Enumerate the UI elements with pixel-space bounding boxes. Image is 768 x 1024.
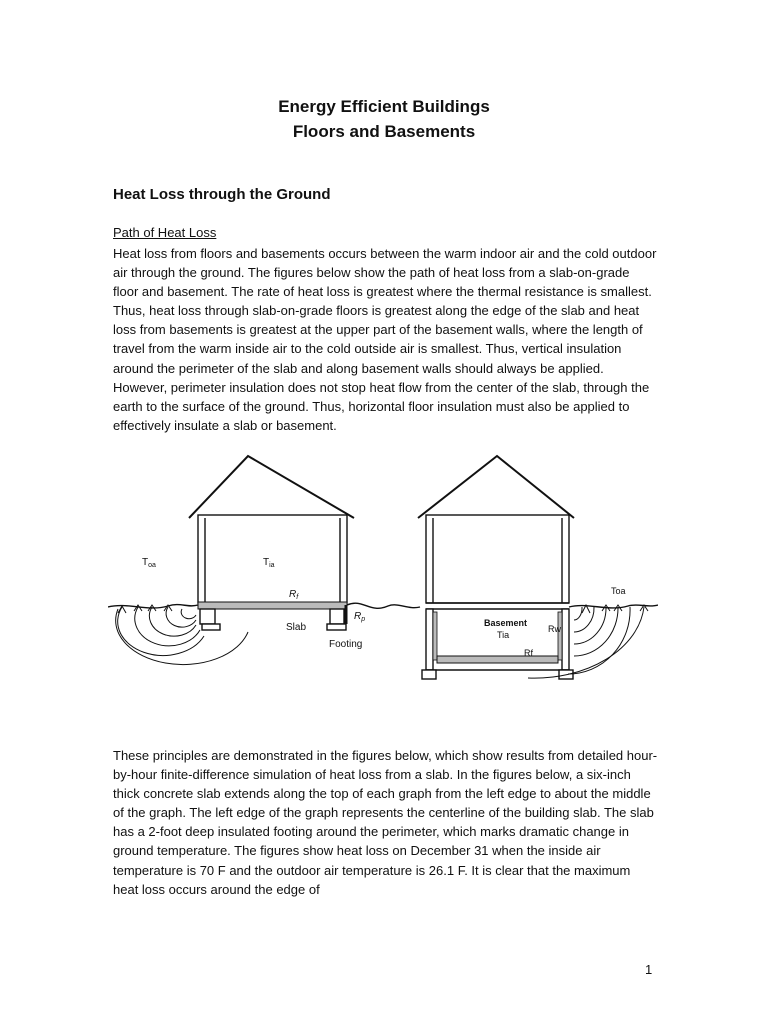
section-heading: Heat Loss through the Ground (113, 186, 331, 203)
basement-house-diagram (418, 456, 658, 679)
paragraph-2: These principles are demonstrated in the figures below, which show results from detailed hour-by-hour finite-difference simulation of heat loss from a slab. In the figures below, a six-inch thick concrete slab extends along the top of each graph from the left edge to about the middle of the graph. The left edge of the graph represents the centerline of the building slab. The slab has a 2-foot deep insulated footing around the perimeter, which marks dramatic change in ground temperature. The figures show heat loss on December 31 when the inside air temperature is 70 F and the outdoor air temperature is 26.1 F. It is clear that the maximum heat loss occurs around the edge of (113, 748, 658, 897)
basement-outdoor-temp-label: Toa (611, 586, 626, 596)
subheading: Path of Heat Loss (113, 225, 217, 240)
title-line-2: Floors and Basements (292, 122, 476, 141)
footing-label: Footing (329, 639, 363, 650)
basement-floor-resistance-label: Rf (524, 648, 533, 658)
slab-perimeter-resistance-label: $R_p$ (354, 611, 366, 623)
document-title (0, 94, 768, 144)
page-number: 1 (645, 962, 653, 977)
slab-label: Slab (286, 622, 307, 633)
slab-floor-resistance-label: $R_f$ (289, 589, 299, 601)
heat-loss-figure (108, 452, 658, 712)
paragraph-1: Heat loss from floors and basements occurs between the warm indoor air and the cold outdoor air through the ground. The figures below show the path of heat loss from a slab-on-grade floor and basement. The rate of heat loss is greatest where the thermal resistance is smallest. Thus, heat loss through slab-on-grade floors is greatest along the edge of the slab and heat loss from basements is greatest at the upper part of the basement walls, where the length of travel from the warm inside air to the cold outside air is smallest. Thus, vertical insulation around the perimeter of the slab and along basement walls should always be applied. However, perimeter insulation does not stop heat flow from the center of the slab, through the earth to the surface of the ground. Thus, horizontal floor insulation must also be applied to effectively insulate a slab or basement. (113, 246, 657, 433)
basement-label: Basement (484, 618, 528, 628)
title-line-1: Energy Efficient Buildings (278, 97, 490, 116)
slab-indoor-temp-label: $T_{ia}$ (263, 557, 275, 569)
basement-indoor-temp-label: Tia (497, 630, 510, 640)
basement-wall-resistance-label: Rw (548, 624, 561, 634)
slab-outdoor-temp-label: $T_{oa}$ (142, 557, 156, 569)
